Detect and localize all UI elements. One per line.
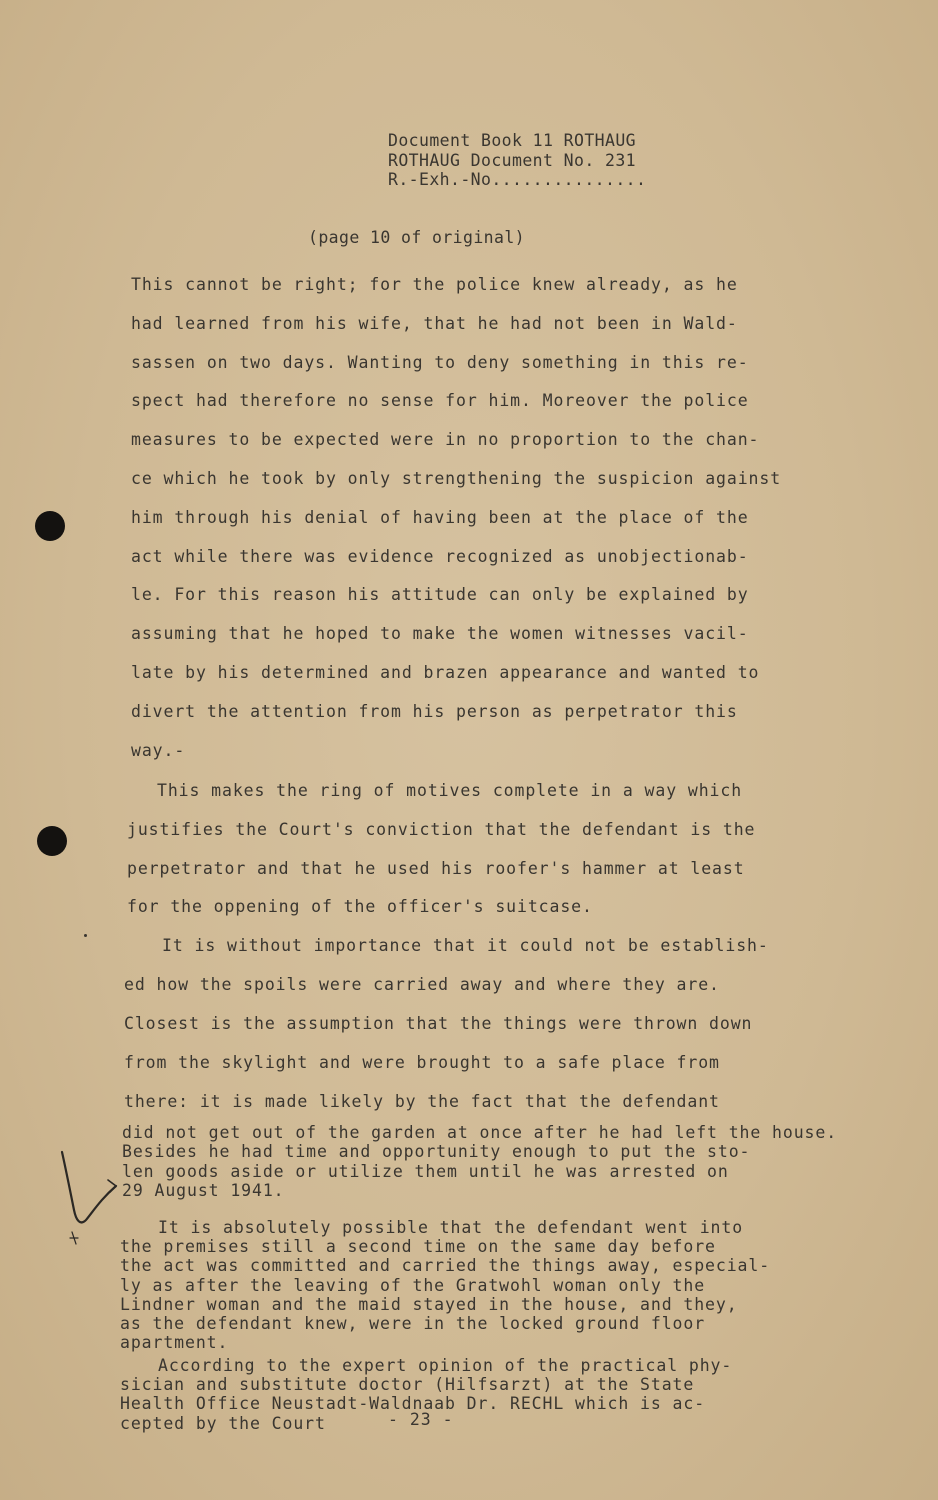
header-line: Document Book 11 ROTHAUG [388,131,637,150]
text-line: way.- [131,740,186,760]
document-header [388,131,646,190]
text-line: len goods aside or utilize them until he was arrested on [122,1161,729,1181]
text-line: for the oppening of the officer's suitcase. [127,897,593,917]
text-line: the premises still a second time on the same day before [120,1237,716,1257]
text-line: apartment. [120,1333,229,1353]
header-line: R.-Exh.-No............... [388,170,647,189]
paragraph [120,1218,770,1352]
paragraph [122,1123,837,1200]
text-line: perpetrator and that he used his roofer's hammer at least [127,858,745,878]
text-line: cepted by the Court [120,1413,326,1433]
text-line: there: it is made likely by the fact that the defendant [124,1092,720,1111]
text-line: the act was committed and carried the things away, especial- [120,1256,771,1276]
text-line: 29 August 1941. [122,1180,285,1200]
header-line: ROTHAUG Document No. 231 [388,150,637,170]
text-line: sician and substitute doctor (Hilfsarzt) at the State [120,1375,695,1395]
text-line: measures to be expected were in no proportion to the chan- [131,430,760,450]
text-line: late by his determined and brazen appearance and wanted to [131,662,760,682]
page-number: - 23 - [388,1410,454,1429]
text-line: ly as after the leaving of the Gratwohl woman only the [120,1275,706,1295]
text-line: This cannot be right; for the police knew already, as he [131,275,738,294]
paragraph [131,266,781,770]
text-line: It is without importance that it could not be establish- [162,936,769,955]
punch-hole [37,826,67,856]
text-line: act while there was evidence recognized as unobjectionab- [131,546,749,566]
original-page-reference: (page 10 of original) [308,228,526,247]
text-line: According to the expert opinion of the practical phy- [158,1356,733,1375]
text-line: It is absolutely possible that the defendant went into [158,1218,744,1237]
text-line: Closest is the assumption that the things were thrown down [124,1014,753,1033]
text-line: had learned from his wife, that he had not been in Wald- [131,313,738,333]
text-line: as the defendant knew, were in the locked ground floor [120,1314,706,1334]
text-line: assuming that he hoped to make the women witnesses vacil- [131,624,749,644]
text-line: This makes the ring of motives complete in a way which [157,781,743,800]
text-line: sassen on two days. Wanting to deny something in this re- [131,352,749,372]
text-line: him through his denial of having been at the place of the [131,507,749,527]
text-line: Health Office Neustadt-Waldnaab Dr. RECHL which is ac- [120,1394,706,1414]
text-line: justifies the Court's conviction that the defendant is the [127,819,756,839]
text-line: le. For this reason his attitude can only be explained by [131,585,749,605]
paragraph [127,772,755,927]
text-line: ed how the spoils were carried away and where they are. [124,975,720,994]
text-line: Besides he had time and opportunity enough to put the sto- [122,1142,751,1162]
ink-speck [84,934,87,937]
text-line: spect had therefore no sense for him. Moreover the police [131,391,749,411]
text-line: ce which he took by only strengthening the suspicion against [131,468,782,488]
paragraph [124,926,769,1121]
text-line: did not get out of the garden at once after he had left the house. [122,1123,838,1142]
punch-hole [35,511,65,541]
text-line: divert the attention from his person as perpetrator this [131,701,738,721]
text-line: from the skylight and were brought to a safe place from [124,1053,720,1072]
text-line: Lindner woman and the maid stayed in the house, and they, [120,1294,738,1314]
handwritten-margin-mark [52,1140,122,1260]
